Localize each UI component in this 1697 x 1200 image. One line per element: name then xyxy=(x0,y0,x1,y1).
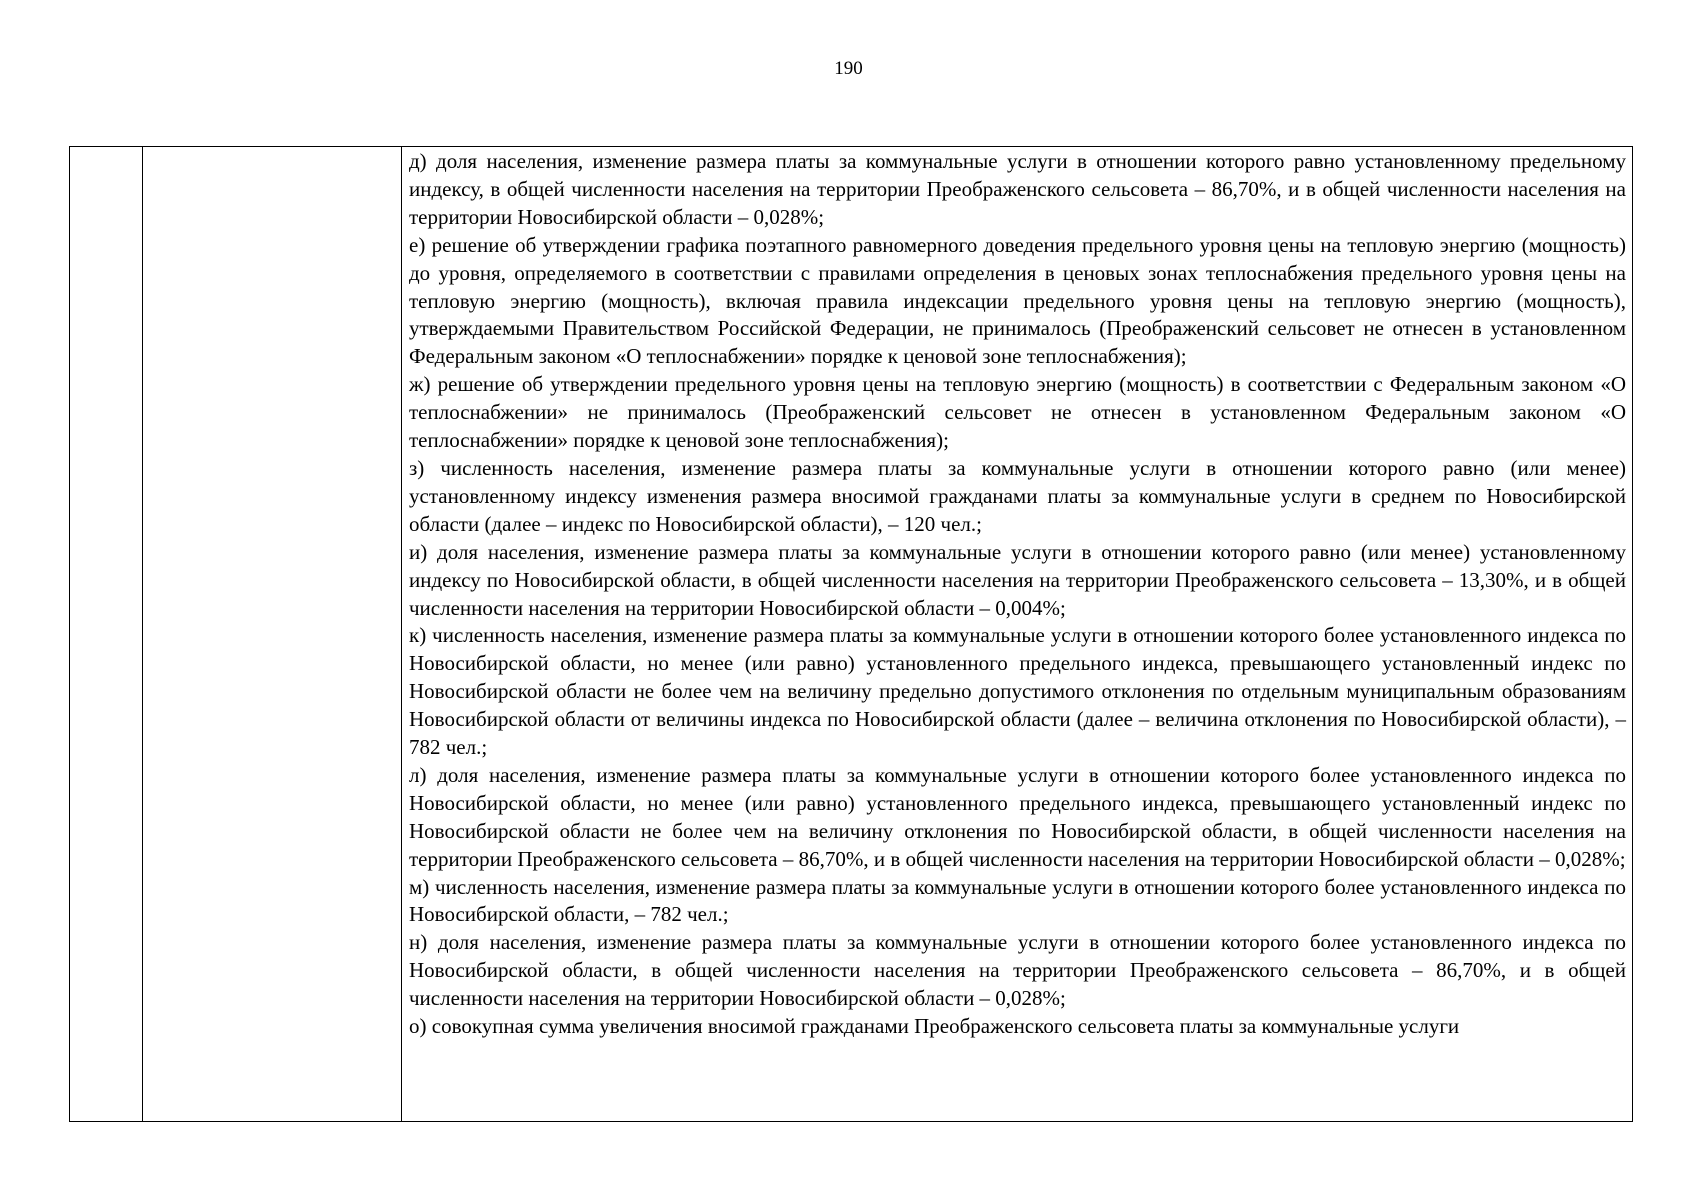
document-table xyxy=(69,146,1633,1122)
paragraph-m: м) численность населения, изменение размера платы за коммунальные услуги в отношении которого более установленного индекса по Новосибирской области, – 782 чел.; xyxy=(409,874,1626,927)
table-cell-number xyxy=(70,147,143,1122)
paragraph-o: о) совокупная сумма увеличения вносимой гражданами Преображенского сельсовета платы за коммунальные услуги xyxy=(409,1014,1460,1039)
page-number: 190 xyxy=(834,58,863,79)
paragraph-k: к) численность населения, изменение размера платы за коммунальные услуги в отношении которого более установленного индекса по Новосибирской области, но менее (или равно) установленного предельного индекса, превышающего установленный индекс по Новосибирской области не более чем на величину предельно допустимого отклонения по отдельным муниципальным образованиям Новосибирской области от величины индекса по Новосибирской области (далее – величина отклонения по Новосибирской области), – 782 чел.; xyxy=(409,623,1626,760)
paragraph-z: з) численность населения, изменение размера платы за коммунальные услуги в отношении которого равно (или менее) установленному индексу изменения размера вносимой гражданами платы за коммунальные услуги в среднем по Новосибирской области (далее – индекс по Новосибирской области), – 120 чел.; xyxy=(409,455,1626,536)
table-row xyxy=(70,147,1633,1122)
paragraph-n: н) доля населения, изменение размера платы за коммунальные услуги в отношении которого более установленного индекса по Новосибирской области, в общей численности населения на территории Преображенского сельсовета – 86,70%, и в общей численности населения на территории Новосибирской области – 0,028%; xyxy=(409,930,1626,1011)
paragraph-e: е) решение об утверждении графика поэтапного равномерного доведения предельного уровня цены на тепловую энергию (мощность) до уровня, определяемого в соответствии с правилами определения в ценовых зонах теплоснабжения предельного уровня цены на тепловую энергию (мощность), включая правила индексации предельного уровня цены на тепловую энергию (мощность), утверждаемыми Правительством Российской Федерации, не принималось (Преображенский сельсовет не отнесен в установленном Федеральным законом «О теплоснабжении» порядке к ценовой зоне теплоснабжения); xyxy=(409,232,1626,369)
paragraph-d: д) доля населения, изменение размера платы за коммунальные услуги в отношении которого равно установленному предельному индексу, в общей численности населения на территории Преображенского сельсовета – 86,70%, и в общей численности населения на территории Новосибирской области – 0,028%; xyxy=(409,149,1626,229)
paragraph-l: л) доля населения, изменение размера платы за коммунальные услуги в отношении которого более установленного индекса по Новосибирской области, но менее (или равно) установленного предельного индекса, превышающего установленный индекс по Новосибирской области не более чем на величину отклонения по Новосибирской области, в общей численности населения на территории Преображенского сельсовета – 86,70%, и в общей численности населения на территории Новосибирской области – 0,028%; xyxy=(409,762,1626,871)
paragraph-zh: ж) решение об утверждении предельного уровня цены на тепловую энергию (мощность) в соответствии с Федеральным законом «О теплоснабжении» не принималось (Преображенский сельсовет не отнесен в установленном Федеральным законом «О теплоснабжении» порядке к ценовой зоне теплоснабжения); xyxy=(409,372,1626,453)
table-cell-content xyxy=(402,147,1633,1122)
table-cell-name xyxy=(143,147,402,1122)
paragraph-i: и) доля населения, изменение размера платы за коммунальные услуги в отношении которого равно (или менее) установленному индексу по Новосибирской области, в общей численности населения на территории Преображенского сельсовета – 13,30%, и в общей численности населения на территории Новосибирской области – 0,004%; xyxy=(409,539,1626,620)
